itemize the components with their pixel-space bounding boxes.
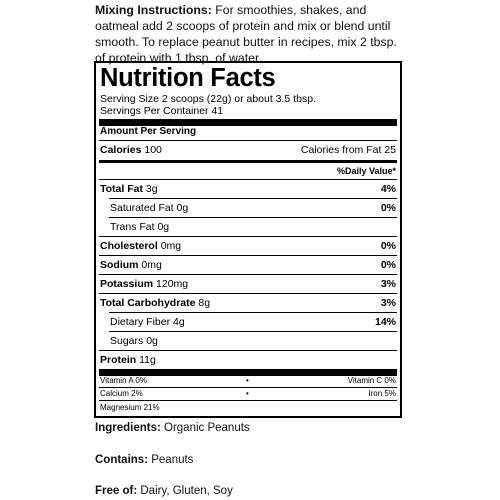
ingredients-value: Organic Peanuts [160, 422, 250, 434]
contains-label: Contains: [95, 454, 149, 466]
calories-row [100, 144, 396, 156]
nutrient-amount: 3g [145, 183, 158, 195]
nutrient-dv: 14% [374, 316, 396, 328]
divider [99, 400, 397, 401]
nutrition-facts-panel [94, 61, 402, 418]
mixing-line-2: oatmeal add 2 scoops of protein and mix or blend until [95, 19, 391, 33]
nutrient-label: Potassium [100, 278, 154, 290]
nutrient-amount: 0g [176, 202, 189, 214]
divider [99, 179, 397, 180]
divider [109, 331, 397, 332]
ingredients [95, 421, 250, 435]
vitamin-c: Vitamin C 0% [347, 376, 396, 385]
nutrient-dv: 3% [380, 297, 396, 309]
amount-per-serving [100, 126, 396, 138]
divider [99, 140, 397, 141]
nutrient-dv: 0% [380, 202, 396, 214]
servings-per-container: Servings Per Container 41 [100, 105, 224, 117]
divider [99, 274, 397, 275]
nutrient-label: Saturated Fat [110, 202, 174, 214]
nutrient-label: Trans Fat [110, 221, 155, 233]
nutrient-amount: 120mg [156, 278, 189, 290]
nutrient-label: Protein [100, 354, 137, 366]
nutrient-amount: 8g [198, 297, 211, 309]
nutrient-label: Dietary Fiber [110, 316, 171, 328]
thick-divider [99, 119, 397, 126]
mixing-instructions [95, 2, 415, 66]
nutrient-amount: 0mg [141, 259, 162, 271]
bullet-separator: • [246, 376, 249, 385]
divider [99, 387, 397, 388]
calories-from-fat: Calories from Fat 25 [300, 144, 396, 156]
serving-size: Serving Size 2 scoops (22g) or about 3.5 tbsp. [100, 93, 316, 105]
amount-per-serving-label: Amount Per Serving [100, 126, 197, 137]
divider [99, 236, 397, 237]
mixing-line-1: For smoothies, shakes, and [211, 3, 367, 17]
nutrient-row-total-carbohydrate [100, 297, 396, 309]
mixing-line-4: of protein with 1 tbsp. of water. [95, 51, 262, 65]
mixing-label: Mixing Instructions: [95, 3, 212, 17]
free-of [95, 484, 233, 498]
nutrient-dv: 4% [380, 183, 396, 195]
nutrient-label: Total Fat [100, 183, 143, 195]
mixing-line-3: smooth. To replace peanut butter in recipes, mix 2 tbsp. [95, 35, 397, 49]
divider [99, 350, 397, 351]
calories-label: Calories [100, 144, 142, 156]
divider [99, 293, 397, 294]
free-of-value: Dairy, Gluten, Soy [137, 485, 233, 497]
nutrient-row-trans-fat [110, 221, 396, 233]
nutrient-row-potassium [100, 278, 396, 290]
calories-value: 100 [144, 144, 162, 156]
magnesium: Magnesium 21% [100, 403, 160, 412]
daily-value-header-row [100, 165, 396, 177]
divider [99, 255, 397, 256]
bullet-separator: • [246, 389, 249, 398]
divider [109, 312, 397, 313]
iron: Iron 5% [368, 389, 396, 398]
medium-divider [99, 160, 397, 163]
nutrient-label: Cholesterol [100, 240, 158, 252]
divider [109, 198, 397, 199]
nutrient-row-dietary-fiber [110, 316, 396, 328]
nutrient-dv: 0% [380, 259, 396, 271]
nutrient-row-sodium [100, 259, 396, 271]
nutrient-amount: 0mg [160, 240, 182, 252]
nutrient-label: Total Carbohydrate [100, 297, 196, 309]
nutrient-label: Sugars [110, 335, 144, 347]
ingredients-label: Ingredients: [95, 422, 161, 434]
nutrition-facts-title: Nutrition Facts [100, 64, 276, 92]
nutrient-row-cholesterol [100, 240, 396, 252]
free-of-label: Free of: [95, 485, 138, 497]
nutrient-row-total-fat [100, 183, 396, 195]
nutrient-row-sugars [110, 335, 396, 347]
vitamin-a: Vitamin A 0% [100, 376, 147, 385]
nutrient-dv: 3% [380, 278, 396, 290]
contains [95, 453, 193, 467]
thick-divider [99, 369, 397, 376]
nutrient-dv: 0% [380, 240, 396, 252]
nutrient-amount: 4g [173, 316, 185, 328]
nutrient-row-saturated-fat [110, 202, 396, 214]
daily-value-header: %Daily Value* [336, 166, 396, 176]
calcium: Calcium 2% [100, 389, 143, 398]
nutrient-amount: 11g [139, 354, 156, 366]
nutrient-amount: 0g [146, 335, 158, 347]
divider [109, 217, 397, 218]
nutrient-amount: 0g [157, 221, 170, 233]
nutrient-row-protein [100, 354, 396, 366]
contains-value: Peanuts [148, 454, 194, 466]
nutrient-label: Sodium [100, 259, 139, 271]
